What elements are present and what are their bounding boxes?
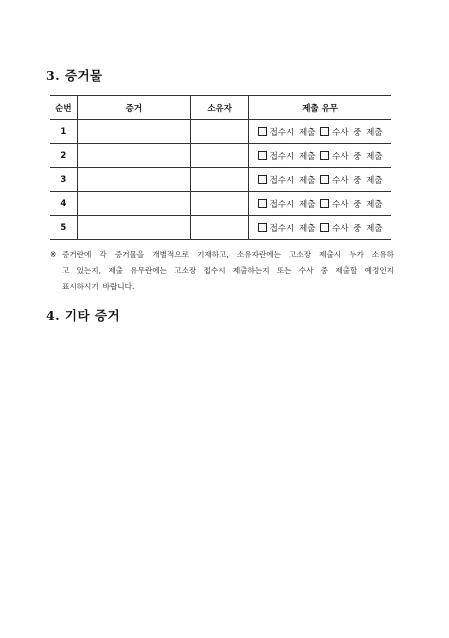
checkbox-during-investigation[interactable] [320,199,329,208]
owner-cell[interactable] [191,192,249,216]
evidence-table [50,95,391,240]
checkbox-on-filing[interactable] [258,151,267,160]
instruction-note [50,247,394,295]
option-on-filing-label: 접수시 제출 [269,151,316,162]
option-on-filing-label: 접수시 제출 [269,175,316,186]
row-no: 1 [50,120,77,144]
evidence-cell[interactable] [77,216,190,240]
header-no: 순번 [50,96,77,120]
note-line: 증거란에 각 증거물을 개별적으로 기재하고, 소유자란에는 고소장 제출시 누가 소유하 [62,250,394,259]
note-line: 고 있는지, 제출 유무란에는 고소장 접수시 제출하는지 또는 수사 중 제출할 예정인지 [62,266,394,275]
option-on-filing-label: 접수시 제출 [269,223,316,234]
row-no: 3 [50,168,77,192]
option-on-filing-label: 접수시 제출 [269,127,316,138]
header-owner: 소유자 [191,96,249,120]
option-during-investigation-label: 수사 중 제출 [332,151,383,162]
submission-cell [249,120,391,144]
table-header-row [50,96,391,120]
option-during-investigation-label: 수사 중 제출 [332,175,383,186]
submission-cell [249,144,391,168]
header-submission: 제출 유무 [249,96,391,120]
table-row [50,120,391,144]
checkbox-during-investigation[interactable] [320,127,329,136]
checkbox-on-filing[interactable] [258,127,267,136]
checkbox-on-filing[interactable] [258,223,267,232]
evidence-cell[interactable] [77,120,190,144]
note-line: 표시하시기 바랍니다. [62,282,135,291]
owner-cell[interactable] [191,168,249,192]
note-mark: ※ [50,250,57,259]
option-during-investigation-label: 수사 중 제출 [332,127,383,138]
submission-cell [249,216,391,240]
table-row [50,192,391,216]
header-evidence: 증거 [77,96,190,120]
checkbox-on-filing[interactable] [258,199,267,208]
row-no: 5 [50,216,77,240]
checkbox-during-investigation[interactable] [320,175,329,184]
option-on-filing-label: 접수시 제출 [269,199,316,210]
checkbox-during-investigation[interactable] [320,151,329,160]
section-4-title: 4. 기타 증거 [46,308,121,323]
checkbox-during-investigation[interactable] [320,223,329,232]
table-row [50,168,391,192]
row-no: 4 [50,192,77,216]
owner-cell[interactable] [191,144,249,168]
owner-cell[interactable] [191,216,249,240]
section-3-title: 3. 증거물 [46,68,103,83]
evidence-cell[interactable] [77,192,190,216]
evidence-cell[interactable] [77,168,190,192]
submission-cell [249,168,391,192]
checkbox-on-filing[interactable] [258,175,267,184]
table-row [50,144,391,168]
evidence-cell[interactable] [77,144,190,168]
row-no: 2 [50,144,77,168]
owner-cell[interactable] [191,120,249,144]
submission-cell [249,192,391,216]
option-during-investigation-label: 수사 중 제출 [332,223,383,234]
table-row [50,216,391,240]
option-during-investigation-label: 수사 중 제출 [332,199,383,210]
